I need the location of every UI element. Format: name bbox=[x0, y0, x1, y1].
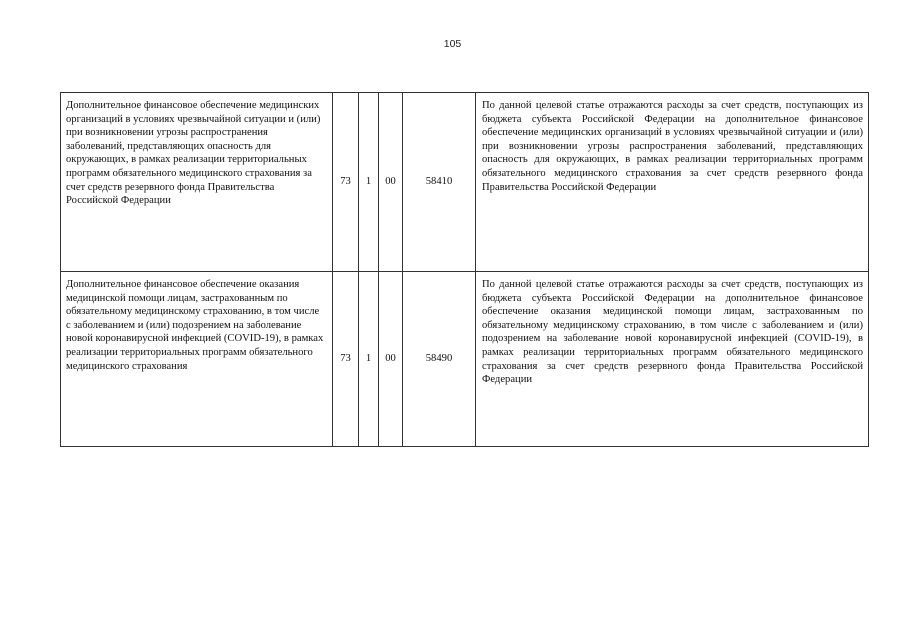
direction-code: 58410 bbox=[403, 93, 476, 272]
classification-table bbox=[60, 92, 869, 447]
table-row bbox=[61, 93, 869, 272]
main-activity-code: 00 bbox=[379, 272, 403, 447]
article-description-text: По данной целевой статье отражаются расходы за счет средств, поступающих из бюджета субъекта Российской Федерации на дополнительное финансовое обеспечение медицинских организаций в условиях чрезвычайной ситуации и (или) при возникновении угрозы распространения заболеваний, представляющих опасность для окружающих, в рамках реализации территориальных программ обязательного медицинского страхования за счет средств резервного фонда Правительства Российской Федерации bbox=[482, 100, 863, 193]
page-number: 105 bbox=[443, 38, 462, 50]
target-article-name: Дополнительное финансовое обеспечение оказания медицинской помощи лицам, застрахованным по обязательному медицинскому страхованию, в том числе с заболеванием и (или) подозрением на заболевание новой коронавирусной инфекцией (COVID-19), в рамках реализации территориальных программ обязательного медицинского страхования bbox=[61, 272, 333, 447]
subprogram-code: 1 bbox=[359, 272, 379, 447]
article-description-text: По данной целевой статье отражаются расходы за счет средств, поступающих из бюджета субъекта Российской Федерации на дополнительное финансовое обеспечение оказания медицинской помощи лицам, застрахованным по обязательному медицинскому страхованию, в том числе с заболеванием и (или) подозрением на заболевание новой коронавирусной инфекцией (COVID-19), в рамках реализации территориальных программ обязательного медицинского страхования за счет средств резервного фонда Правительства Российской Федерации bbox=[482, 279, 863, 386]
table-row bbox=[61, 272, 869, 447]
subprogram-code: 1 bbox=[359, 93, 379, 272]
program-code: 73 bbox=[333, 93, 359, 272]
main-activity-code: 00 bbox=[379, 93, 403, 272]
program-code: 73 bbox=[333, 272, 359, 447]
article-description bbox=[476, 272, 869, 447]
article-description bbox=[476, 93, 869, 272]
direction-code: 58490 bbox=[403, 272, 476, 447]
target-article-name: Дополнительное финансовое обеспечение медицинских организаций в условиях чрезвычайной ситуации и (или) при возникновении угрозы распространения заболеваний, представляющих опасность для окружающих, в рамках реализации территориальных программ обязательного медицинского страхования за счет средств резервного фонда Правительства Российской Федерации bbox=[61, 93, 333, 272]
